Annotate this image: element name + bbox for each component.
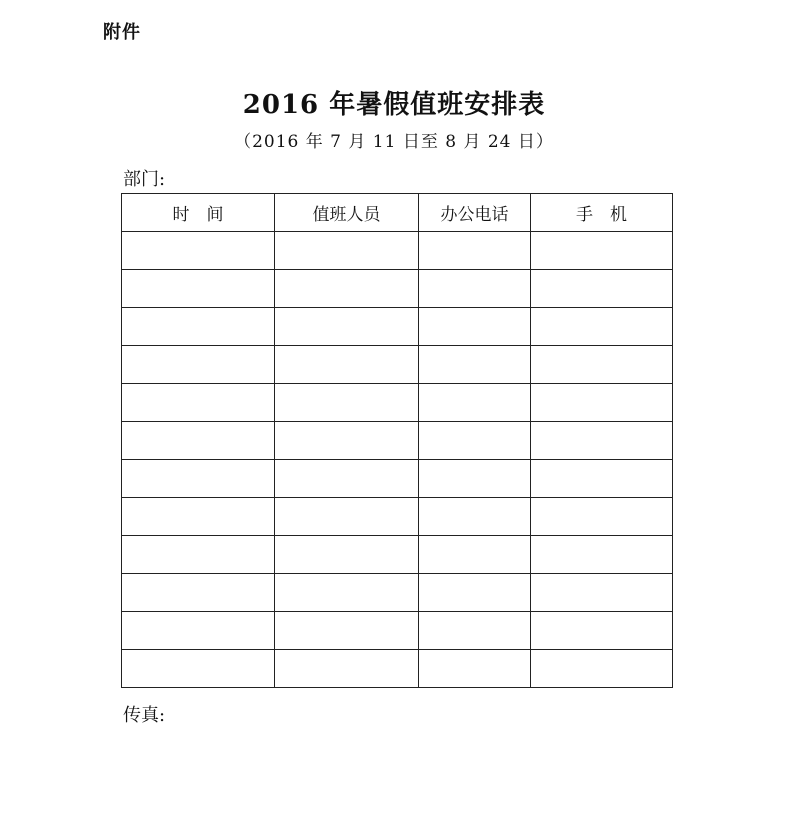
table-row (122, 650, 673, 688)
office-phone-cell (419, 536, 531, 574)
office-phone-cell (419, 650, 531, 688)
time-cell (122, 574, 275, 612)
time-cell (122, 308, 275, 346)
time-cell (122, 422, 275, 460)
time-cell (122, 498, 275, 536)
page-title: 2016 年暑假值班安排表 (242, 90, 546, 120)
table-row (122, 536, 673, 574)
duty-staff-cell (275, 536, 419, 574)
table-row (122, 574, 673, 612)
header-mobile: 手 机 (531, 194, 673, 232)
office-phone-cell (419, 346, 531, 384)
office-phone-cell (419, 574, 531, 612)
mobile-cell (531, 346, 673, 384)
time-cell (122, 346, 275, 384)
mobile-cell (531, 650, 673, 688)
table-row (122, 308, 673, 346)
duty-staff-cell (275, 422, 419, 460)
table-row (122, 612, 673, 650)
time-cell (122, 460, 275, 498)
office-phone-cell (419, 460, 531, 498)
duty-schedule-table (121, 193, 673, 688)
duty-staff-cell (275, 460, 419, 498)
office-phone-cell (419, 384, 531, 422)
time-cell (122, 612, 275, 650)
table-row (122, 384, 673, 422)
header-time: 时 间 (122, 194, 275, 232)
header-duty-staff: 值班人员 (275, 194, 419, 232)
date-range-subtitle: （2016 年 7 月 11 日至 8 月 24 日） (234, 132, 554, 152)
table-row (122, 460, 673, 498)
mobile-cell (531, 384, 673, 422)
table-row (122, 270, 673, 308)
table-row (122, 422, 673, 460)
duty-staff-cell (275, 270, 419, 308)
time-cell (122, 232, 275, 270)
duty-staff-cell (275, 308, 419, 346)
header-office-phone: 办公电话 (419, 194, 531, 232)
mobile-cell (531, 612, 673, 650)
duty-staff-cell (275, 498, 419, 536)
office-phone-cell (419, 612, 531, 650)
mobile-cell (531, 498, 673, 536)
department-label: 部门: (123, 169, 166, 190)
mobile-cell (531, 574, 673, 612)
duty-staff-cell (275, 346, 419, 384)
duty-staff-cell (275, 574, 419, 612)
duty-staff-cell (275, 650, 419, 688)
mobile-cell (531, 422, 673, 460)
duty-staff-cell (275, 232, 419, 270)
attachment-label: 附件 (103, 22, 141, 43)
time-cell (122, 270, 275, 308)
time-cell (122, 536, 275, 574)
mobile-cell (531, 308, 673, 346)
office-phone-cell (419, 270, 531, 308)
time-cell (122, 650, 275, 688)
office-phone-cell (419, 308, 531, 346)
duty-staff-cell (275, 612, 419, 650)
mobile-cell (531, 460, 673, 498)
table-row (122, 346, 673, 384)
time-cell (122, 384, 275, 422)
office-phone-cell (419, 232, 531, 270)
office-phone-cell (419, 422, 531, 460)
fax-label: 传真: (123, 705, 166, 726)
table-row (122, 232, 673, 270)
duty-staff-cell (275, 384, 419, 422)
mobile-cell (531, 536, 673, 574)
mobile-cell (531, 270, 673, 308)
table-row (122, 498, 673, 536)
table-body (122, 232, 673, 688)
office-phone-cell (419, 498, 531, 536)
mobile-cell (531, 232, 673, 270)
table-header-row (122, 194, 673, 232)
